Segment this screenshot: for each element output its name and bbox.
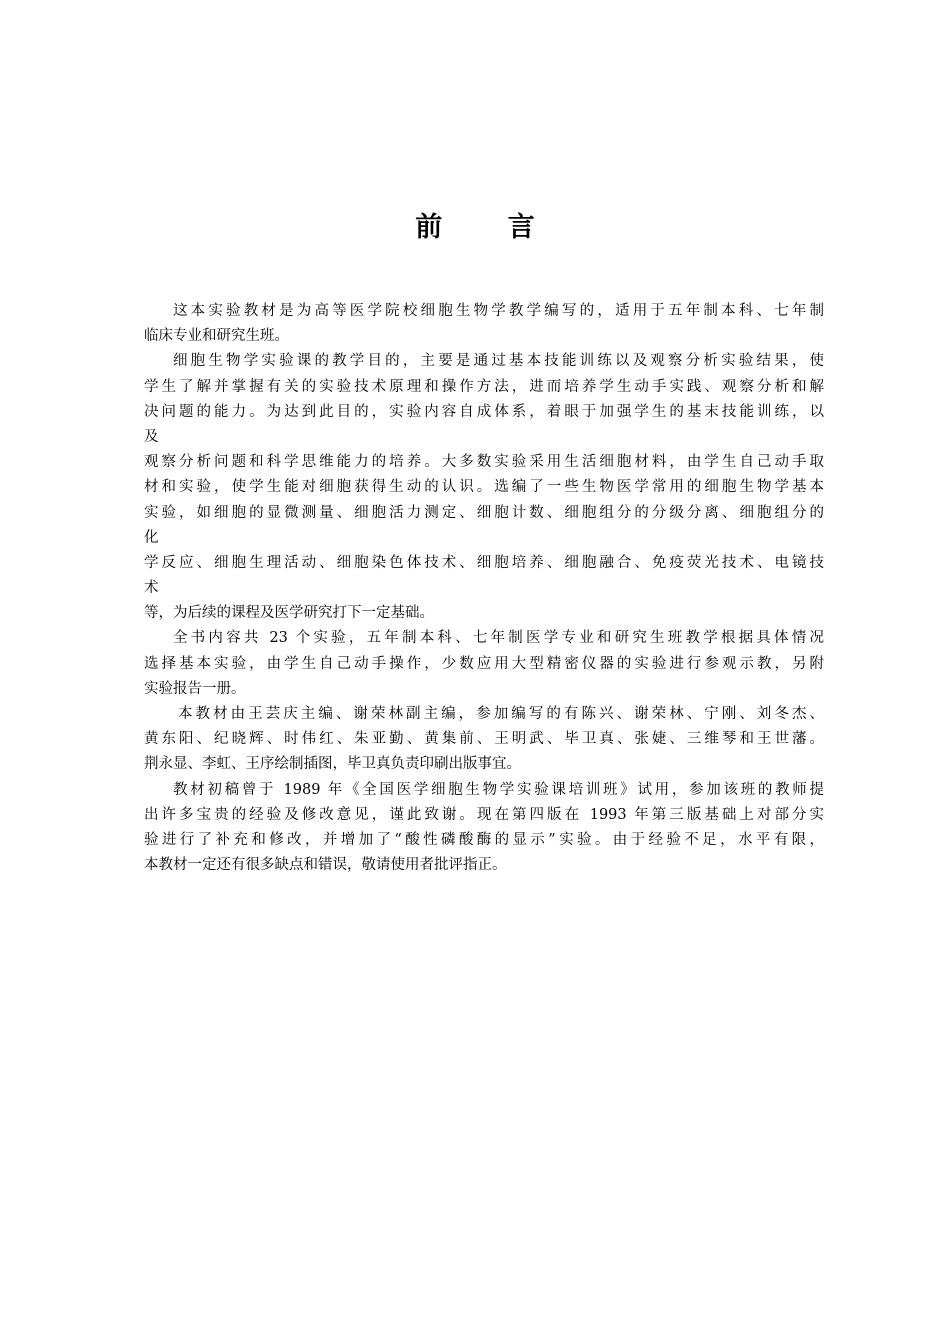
text-line: 及 bbox=[144, 428, 159, 445]
text-line: 验进行了补充和修改，并增加了“酸性磷酸酶的显示”实验。由于经验不足，水平有限， bbox=[144, 831, 824, 848]
text-line: 教材初稿曾于 1989 年《全国医学细胞生物学实验课培训班》试用，参加该班的教师提 bbox=[173, 781, 824, 798]
text-line: 决问题的能力。为达到此目的，实验内容自成体系，着眼于加强学生的基末技能训练，以 bbox=[144, 403, 824, 420]
text-line: 等，为后续的课程及医学研究打下一定基础。 bbox=[144, 605, 434, 622]
text-line: 选择基本实验，由学生自己动手操作，少数应用大型精密仪器的实验进行参观示教，另附 bbox=[144, 655, 824, 672]
text-line: 术 bbox=[144, 580, 159, 597]
text-line: 实验报告一册。 bbox=[144, 680, 246, 697]
text-line: 学反应、细胞生理活动、细胞染色体技术、细胞培养、细胞融合、免疫荧光技术、电镜技 bbox=[144, 554, 824, 571]
text-line: 观察分析问题和科学思维能力的培养。大多数实验采用生活细胞材料，由学生自己动手取 bbox=[144, 454, 824, 471]
text-line: 本教材由王芸庆主编、谢荣林副主编，参加编写的有陈兴、谢荣林、宁刚、刘冬杰、 bbox=[178, 706, 824, 722]
text-line: 全书内容共 23 个实验，五年制本科、七年制医学专业和研究生班教学根据具体情况 bbox=[173, 630, 824, 647]
text-line: 材和实验，使学生能对细胞获得生动的认识。选编了一些生物医学常用的细胞生物学基本 bbox=[144, 479, 824, 496]
text-line: 化 bbox=[144, 529, 159, 546]
text-line: 细胞生物学实验课的教学目的，主要是通过基本技能训练以及观察分析实验结果，使 bbox=[173, 353, 824, 370]
preface-body bbox=[144, 299, 824, 878]
text-line: 出许多宝贵的经验及修改意见，谨此致谢。现在第四版在 1993 年第三版基础上对部分实 bbox=[144, 806, 824, 823]
text-line: 黄东阳、纪晓辉、时伟红、朱亚勤、黄集前、王明武、毕卫真、张婕、三维琴和王世藩。 bbox=[144, 731, 824, 748]
page-title: 前 言 bbox=[415, 212, 563, 243]
text-line: 临床专业和研究生班。 bbox=[144, 328, 289, 345]
text-line: 这本实验教材是为高等医学院校细胞生物学教学编写的，适用于五年制本科、七年制 bbox=[173, 303, 824, 319]
text-line: 实验，如细胞的显微测量、细胞活力测定、细胞计数、细胞组分的分级分离、细胞组分的 bbox=[144, 504, 824, 521]
text-line: 荆永显、李虹、王序绘制插图，毕卫真负责印刷出版事宜。 bbox=[144, 756, 521, 773]
text-line: 学生了解并掌握有关的实验技术原理和操作方法，进而培养学生动手实践、观察分析和解 bbox=[144, 378, 824, 395]
text-line: 本教材一定还有很多缺点和错误，敬请使用者批评指正。 bbox=[144, 857, 507, 874]
